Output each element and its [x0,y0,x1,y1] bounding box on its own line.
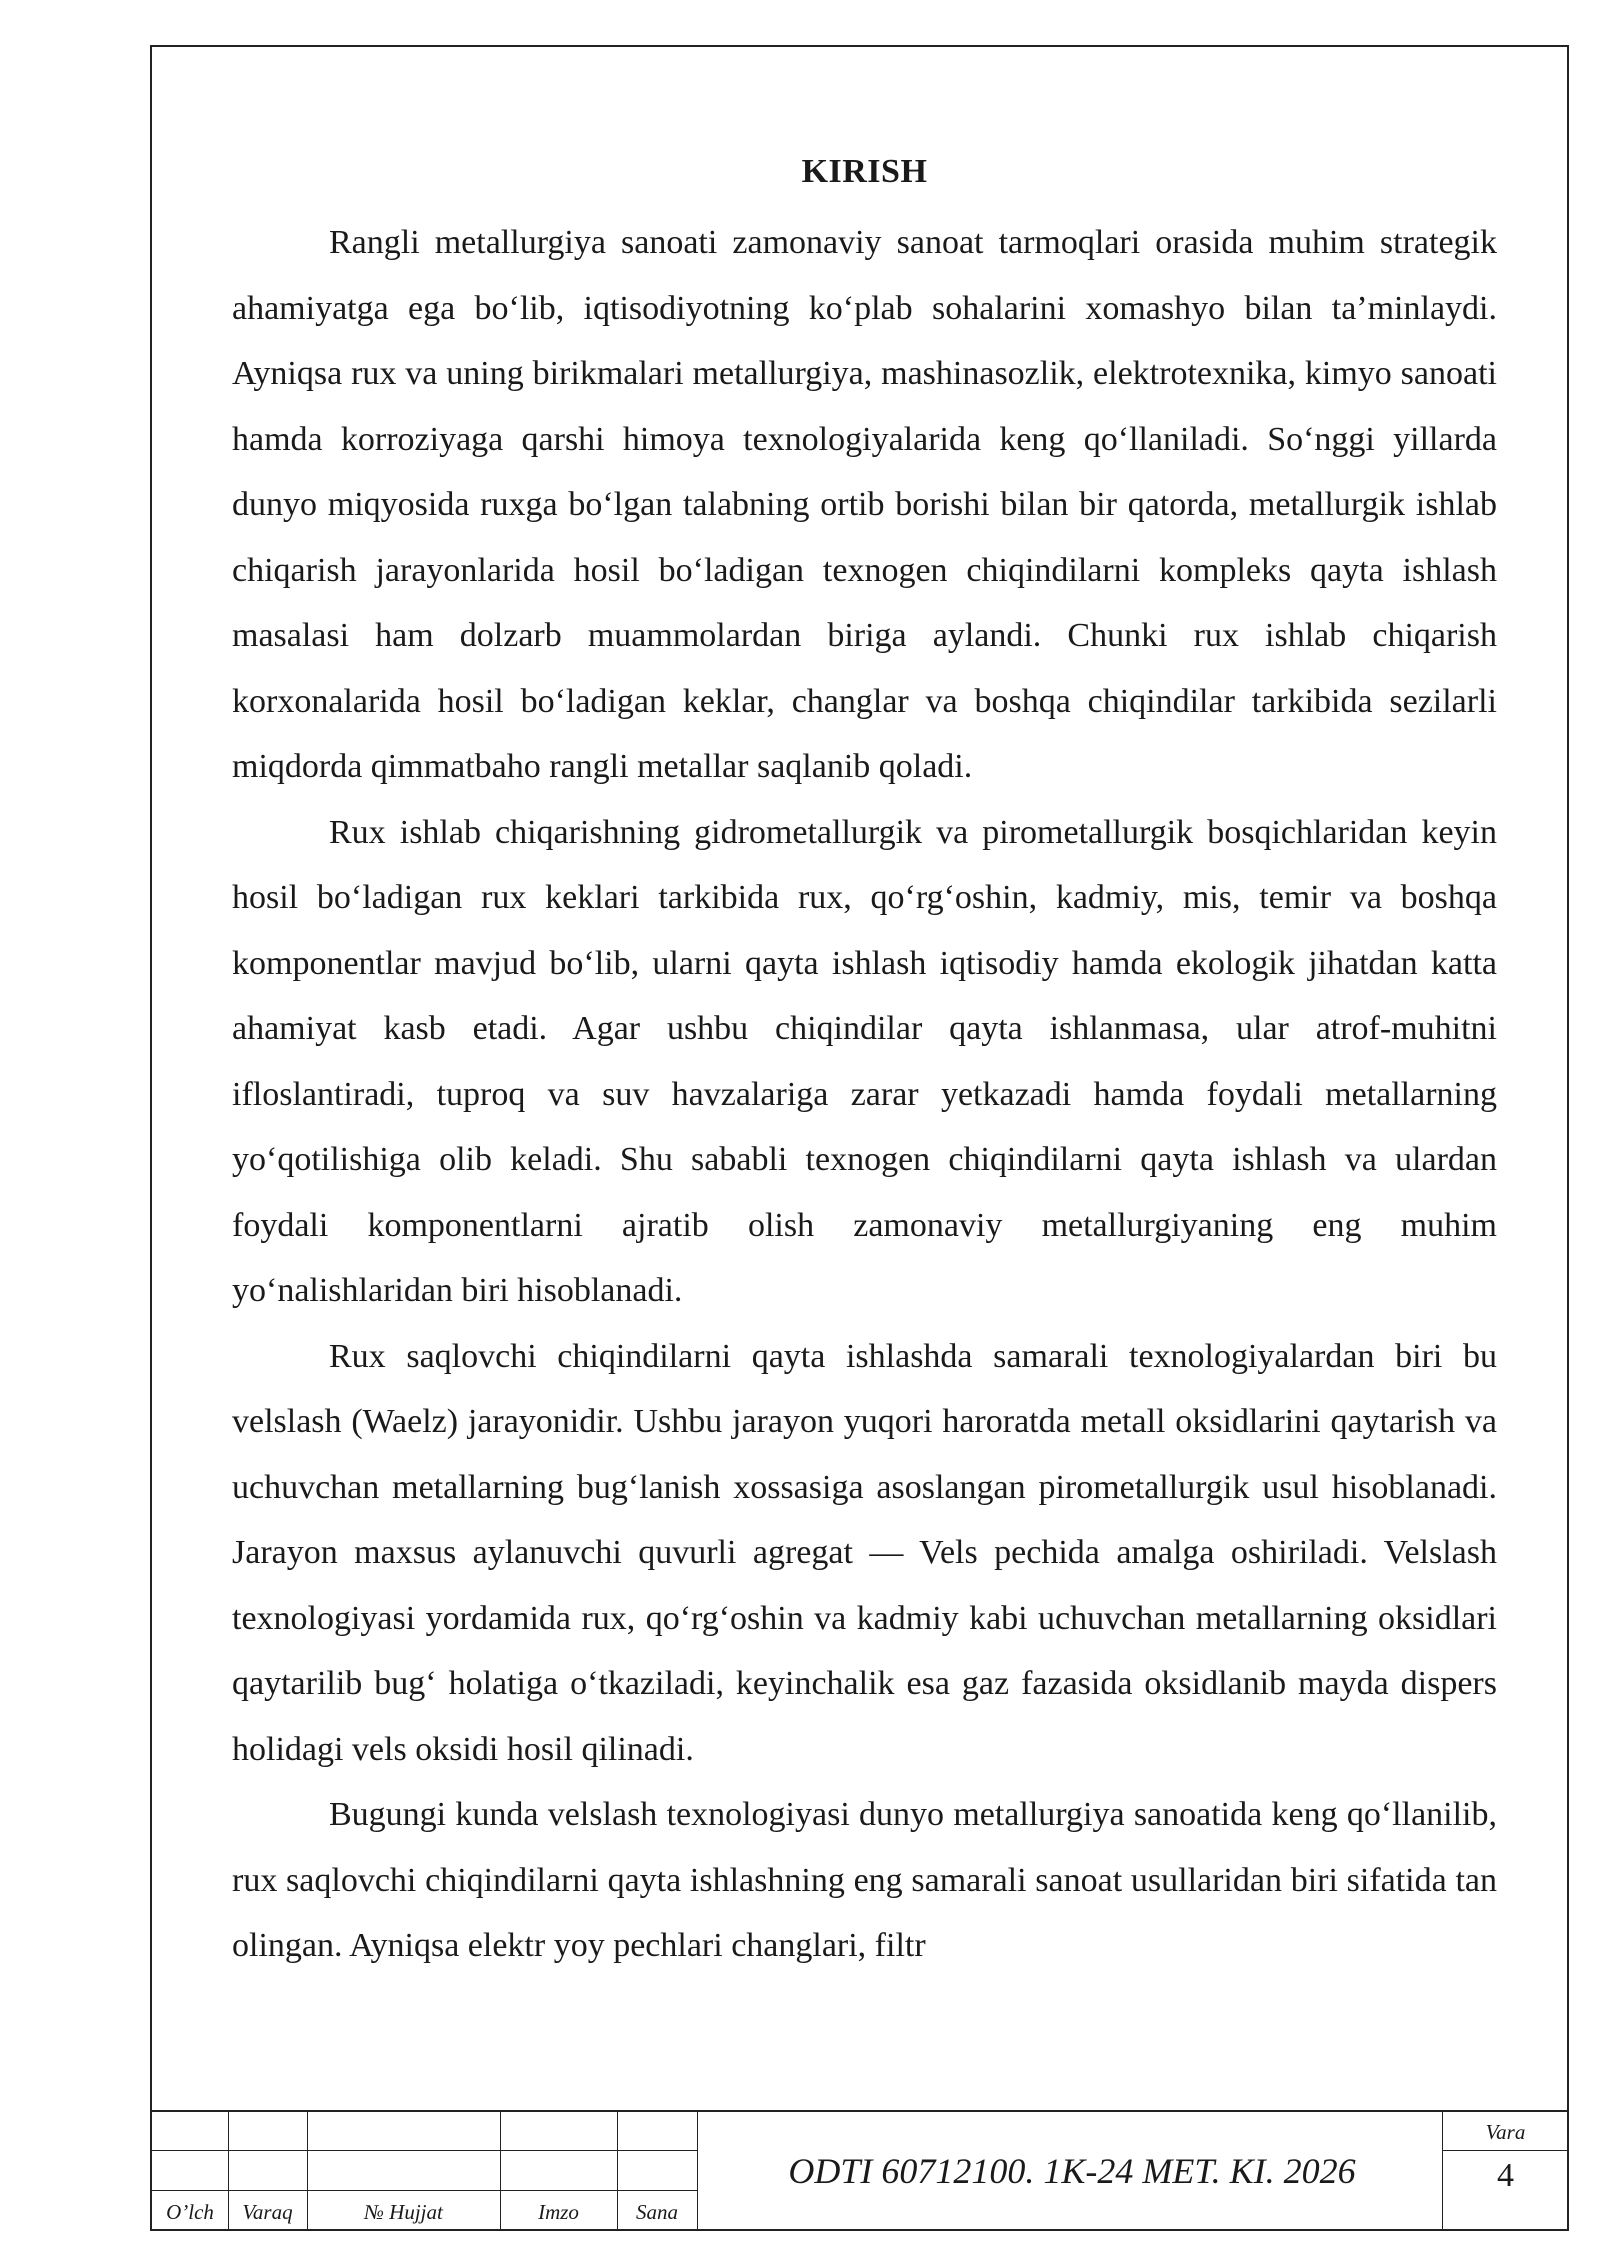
sheet-divider [1442,2150,1569,2151]
stamp-divider [697,2112,698,2229]
paragraph-1: Rangli metallurgiya sanoati zamonaviy sanoat tarmoqlari orasida muhim strategik ahamiyatga ega bo‘lib, iqtisodiyotning ko‘plab sohalarini xomashyo bilan ta’minlaydi. Ayniqsa rux va uning birikmalari metallurgiya, mashinasozlik, elektrotexnika, kimyo sanoati hamda korroziyaga qarshi himoya texnologiyalarida keng qo‘llaniladi. So‘nggi yillarda dunyo miqyosida ruxga bo‘lgan talabning ortib borishi bilan bir qatorda, metallurgik ishlab chiqarish jarayonlarida hosil bo‘ladigan texnogen chiqindilarni kompleks qayta ishlash masalasi ham dolzarb muammolardan biriga aylandi. Chunki rux ishlab chiqarish korxonalarida hosil bo‘ladigan keklar, changlar va boshqa chiqindilar tarkibida sezilarli miqdorda qimmatbaho rangli metallar saqlanib qoladi. [232,224,1497,785]
stamp-label-imzo: Imzo [538,2200,579,2224]
page-frame [150,45,1569,2231]
paragraph-3: Rux saqlovchi chiqindilarni qayta ishlashda samarali texnologiyalardan biri bu velslash (Waelz) jarayonidir. Ushbu jarayon yuqori haroratda metall oksidlarini qaytarish va uchuvchan metallarning bug‘lanish xossasiga asoslangan pirometallurgik usul hisoblanadi. Jarayon maxsus aylanuvchi quvurli agregat — Vels pechida amalga oshiriladi. Velslash texnologiyasi yordamida rux, qo‘rg‘oshin va kadmiy kabi uchuvchan metallarning oksidlari qaytarilib bug‘ holatiga o‘tkaziladi, keyinchalik esa gaz fazasida oksidlanib mayda dispers holidagi vels oksidi hosil qilinadi. [232,1337,1497,1768]
stamp-label-hujjat: № Hujjat [364,2200,443,2224]
document-code: ODTI 60712100. 1K-24 MET. KI. 2026 [788,2151,1356,2191]
stamp-label-sana: Sana [636,2200,678,2224]
title-block [152,2110,1567,2229]
stamp-label-varaq: Varaq [242,2200,293,2224]
stamp-row-line [152,2150,697,2151]
paragraph-4: Bugungi kunda velslash texnologiyasi dunyo metallurgiya sanoatida keng qo‘llanilib, rux saqlovchi chiqindilarni qayta ishlashning eng samarali sanoat usullaridan biri sifatida tan olingan. Ayniqsa elektr yoy pechlari changlari, filtr [232,1796,1497,1964]
sheet-number: 4 [1497,2157,1514,2194]
stamp-row-line [152,2190,697,2191]
sheet-label: Vara [1485,2120,1526,2144]
stamp-label-olch: O’lch [166,2200,214,2224]
document-title: KIRISH [801,153,928,190]
paragraph-2: Rux ishlab chiqarishning gidrometallurgik va pirometallurgik bosqichlaridan keyin hosil bo‘ladigan rux keklari tarkibida rux, qo‘rg‘oshin, kadmiy, mis, temir va boshqa komponentlar mavjud bo‘lib, ularni qayta ishlash iqtisodiy hamda ekologik jihatdan katta ahamiyat kasb etadi. Agar ushbu chiqindilar qayta ishlanmasa, ular atrof-muhitni ifloslantiradi, tuproq va suv havzalariga zarar yetkazadi hamda foydali metallarning yo‘qotilishiga olib keladi. Shu sababli texnogen chiqindilarni qayta ishlash va ulardan foydali komponentlarni ajratib olish zamonaviy metallurgiyaning eng muhim yo‘nalishlaridan biri hisoblanadi. [232,813,1497,1309]
document-body [232,152,1497,1979]
